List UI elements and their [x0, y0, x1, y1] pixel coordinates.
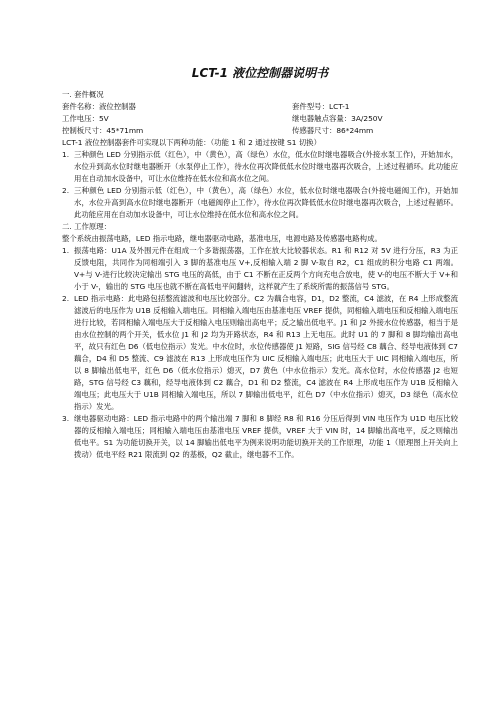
spec-row	[62, 113, 458, 125]
spec-row	[62, 125, 458, 137]
list-number: 1.	[62, 246, 70, 255]
list-number: 2.	[62, 186, 70, 195]
list-number: 3.	[62, 414, 70, 423]
spec-sensor-size: 传感器尺寸：86*24mm	[292, 126, 374, 135]
section-heading: 二. 工作原理：	[62, 222, 112, 231]
document-body	[62, 89, 458, 461]
function-item	[62, 185, 458, 221]
spec-relay-capacity: 继电器触点容量：3A/250V	[292, 114, 383, 123]
document-title: LCT-1 液位控制器说明书	[191, 66, 329, 80]
list-text: 振荡电路：U1A 及外围元件在组成一个多谐振荡器，工作在放大比较器状态。R1 和 R12 对 5V 进行分压，R3 为正反馈电阻，共同作为同相端引入 3 脚的基准电压 V+,反相输入端 2 脚 V-取自 R2，C1 组成的积分电路 C1 两端。V+与 V-进行比较决定输出 STG 电压的高低，由于 C1 不断在正反两个方向充电合放电，使 V-的电压不断大于 V+和小于 V-，输出的 STG 电压也就不断在高低电平间翻转，这样就产生了系统所需的振荡信号 STG。	[74, 246, 458, 291]
intro-line: LCT-1 液位控制器套件可实现以下两种功能：（功能 1 和 2 通过按键 S1 切换）	[62, 138, 321, 147]
spec-model: 套件型号：LCT-1	[292, 102, 350, 111]
section-heading: 一. 套件概况	[62, 90, 104, 99]
spec-voltage: 工作电压：5V	[62, 114, 109, 123]
section-intro: 整个系统由振荡电路，LED 指示电路，继电器驱动电路，基准电压，电源电路及传感器电路构成。	[62, 234, 382, 243]
principle-item	[62, 293, 458, 413]
principle-item	[62, 413, 458, 461]
spec-row	[62, 101, 458, 113]
list-number: 1.	[62, 150, 70, 159]
principle-item	[62, 245, 458, 293]
list-text: 继电器驱动电路：LED 指示电路中的两个输出端 7 脚和 8 脚经 R8 和 R16 分压后得到 VIN 电压作为 U1D 电压比较器的反相输入端电压；同相输入端电压由基准电压 VREF 提供，VREF 大于 VIN 时，14 脚输出高电平，反之则输出低电平。S1 为功能切换开关，以 14 脚输出低电平为例来说明功能切换开关的工作原理，功能 1（原理图上开关向上拨动）低电平经 R21 限流到 Q2 的基极，Q2 截止，继电器不工作。	[74, 414, 458, 459]
list-number: 2.	[62, 294, 70, 303]
list-text: LED 指示电路：此电路包括整流滤波和电压比较部分。C2 为藕合电容，D1，D2 整流，C4 滤波，在 R4 上形成整流滤波后的电压作为 U1B 反相输入端电压。同相输入端电压由基准电压 VREF 提供，同相输入端电压和反相输入端电压进行比较，若同相输入端电压大于反相输入电压则输出高电平；反之输出低电平。J1 和 J2 外接水位传感器，相当于是由水位控制的两个开关，低水位 J1 和 J2 均为开路状态，R4 和 R13 上无电压。此时 U1 的 7 脚和 8 脚均输出高电平，故只有红色 D6（低电位指示）发光。中水位时，水位传感器使 J1 短路，SIG 信号经 C8 藕合、经导电液体到 C7 藕合，D4 和 D5 整流、C9 滤波在 R13 上形成电压作为 UIC 反相输入端电压；此电压大于 UIC 同相输入端电压，所以 8 脚输出低电平，红色 D6（低水位指示）熄灭，D7 黄色（中水位指示）发光。高水位时，水位传感器 J2 也短路，STG 信号经 C3 藕和，经导电液体到 C2 藕合，D1 和 D2 整流，C4 滤波在 R4 上形成电压作为 U1B 反相输入端电压；此电压大于 U1B 同相输入端电压，所以 7 脚输出低电平，红色 D7（中水位指示）熄灭，D3 绿色（高水位指示）发光。	[74, 294, 458, 411]
spec-board-size: 控制板尺寸：45*71mm	[62, 126, 144, 135]
list-text: 三种颜色 LED 分别指示低（红色），中（黄色），高（绿色）水位，低水位时继电器吸合(外接水泵工作)，开始加水，水位升到高水位时继电器断开（水泵停止工作），待水位再次降低低水位时继电器再次吸合，上述过程循环。此功能应用在自动加水设备中，可让水位维持在低水位和高水位之间。	[74, 150, 458, 183]
function-item	[62, 149, 458, 185]
spec-name: 套件名称：液位控制器	[62, 102, 136, 111]
list-text: 三种颜色 LED 分别指示低（红色），中（黄色），高（绿色）水位，低水位时继电器吸合(外接电磁阀工作)，开始加水，水位升高到高水位时继电器断开（电磁阀停止工作），待水位再次降低低水位时继电器再次吸合，上述过程循环。此功能应用在自动加水设备中，可让水位维持在低水位和高水位之间。	[74, 186, 458, 219]
